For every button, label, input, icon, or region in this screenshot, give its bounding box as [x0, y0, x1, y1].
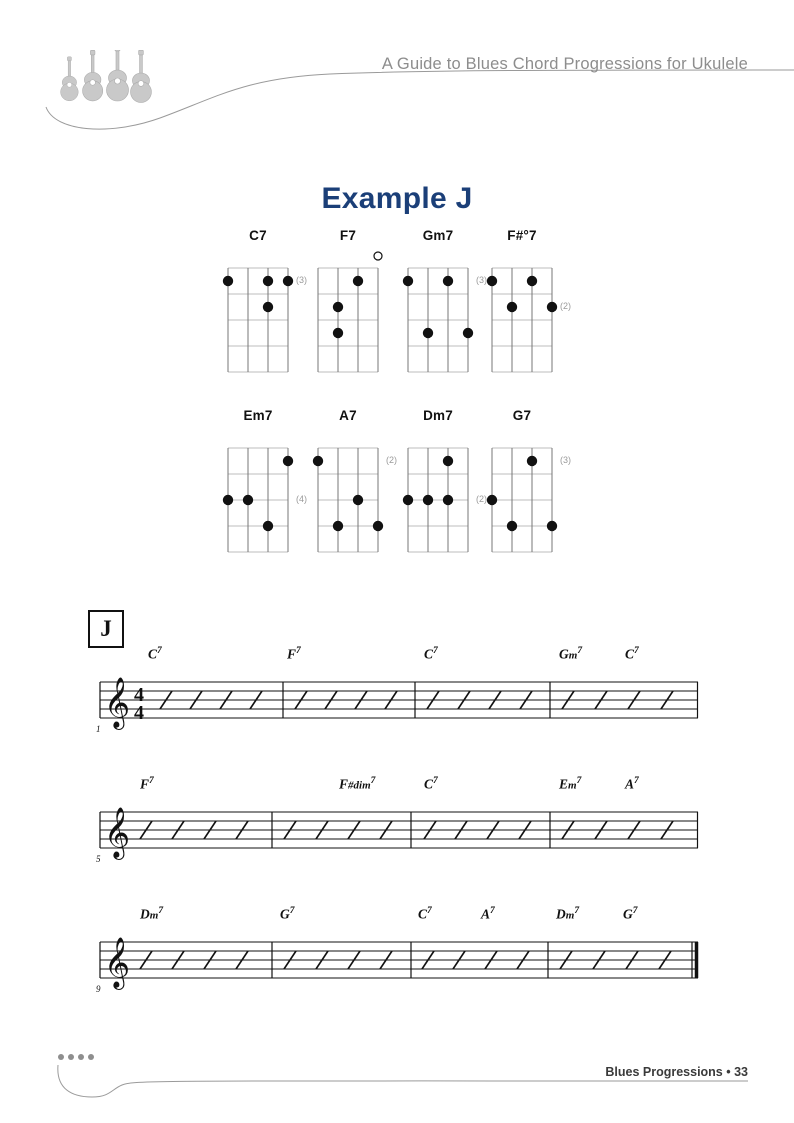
footer-page-label: Blues Progressions • 33 [605, 1065, 748, 1079]
chord-symbol: $C^7$ [424, 776, 438, 792]
ukulele-group-icon [55, 50, 165, 112]
fret-position-marker: (3) [296, 275, 307, 285]
chord-name: A7 [339, 408, 357, 423]
fret-position-marker: (2) [560, 301, 571, 311]
staff-2 [0, 790, 794, 880]
chord-name: G7 [512, 408, 532, 423]
chord-symbol: Dm$^7$ [556, 906, 580, 922]
chord-symbol: F#dim$^7$ [339, 776, 376, 792]
chord-name: C7 [249, 228, 267, 243]
chord-symbol: $F^7$ [287, 646, 301, 662]
svg-text:𝄞: 𝄞 [104, 678, 131, 727]
chord-diagram-grid [0, 228, 794, 588]
measure-number: 1 [96, 724, 101, 734]
chord-symbol: $C^7$ [418, 906, 432, 922]
chord-fretboard [462, 428, 582, 568]
chord-row-1 [0, 228, 794, 408]
svg-text:𝄞: 𝄞 [104, 808, 131, 857]
footer-dots-decoration [58, 1047, 98, 1065]
chord-name: Dm7 [423, 408, 453, 423]
fret-position-marker: (2) [386, 455, 397, 465]
staff-3 [0, 920, 794, 1010]
chord-symbol: $A^7$ [481, 906, 495, 922]
page-title: Example J [321, 182, 473, 215]
chord-fretboard [462, 248, 582, 388]
chord-diagram-g7 [462, 408, 582, 568]
chord-symbol: $C^7$ [625, 646, 639, 662]
fret-position-marker: (3) [560, 455, 571, 465]
chord-symbol: $F^7$ [140, 776, 154, 792]
measure-number: 5 [96, 854, 101, 864]
chord-symbol: Gm$^7$ [559, 646, 583, 662]
measure-number: 9 [96, 984, 101, 994]
header-title: A Guide to Blues Chord Progressions for Ukulele [381, 55, 748, 73]
chord-name: Gm7 [422, 228, 454, 243]
fret-position-marker: (3) [476, 275, 487, 285]
chord-symbol: $A^7$ [625, 776, 639, 792]
chord-symbol: $C^7$ [148, 646, 162, 662]
chord-symbol: Dm$^7$ [140, 906, 164, 922]
chord-name: F#°7 [507, 228, 537, 243]
svg-text:𝄞: 𝄞 [104, 938, 131, 987]
svg-text:4: 4 [134, 702, 144, 724]
page-header [0, 0, 794, 150]
page-footer [0, 1023, 794, 1123]
chord-row-2 [0, 408, 794, 588]
chord-name: Em7 [243, 408, 273, 423]
section-letter-badge: J [88, 610, 124, 648]
fret-position-marker: (4) [296, 494, 307, 504]
chord-symbol: Em$^7$ [559, 776, 582, 792]
fret-position-marker: (2) [476, 494, 487, 504]
chord-symbol: $C^7$ [424, 646, 438, 662]
staff-1 [0, 660, 794, 750]
chord-symbol: $G^7$ [280, 906, 295, 922]
chord-diagram-fsharp-dim7 [462, 228, 582, 388]
svg-text:4: 4 [134, 684, 144, 706]
chord-symbol: $G^7$ [623, 906, 638, 922]
chord-name: F7 [339, 228, 357, 243]
